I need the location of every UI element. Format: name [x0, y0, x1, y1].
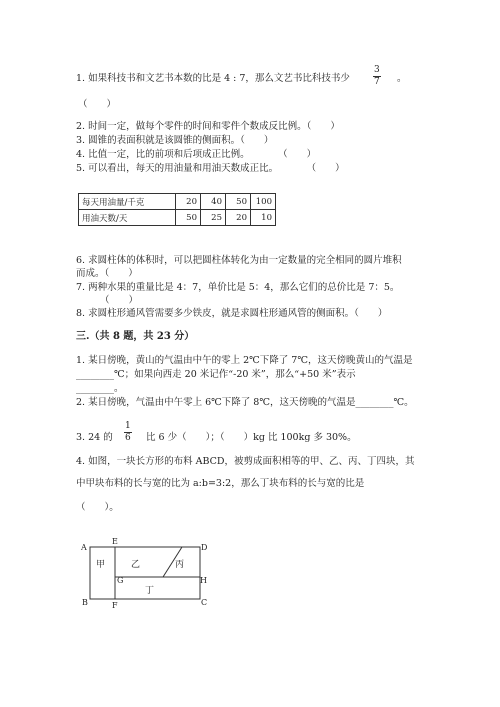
table-row-label: 每天用油量/千克: [79, 194, 176, 210]
fill-4-line-1: 4. 如图，一块长方形的布料 ABCD，被剪成面积相等的甲、乙、丙、丁四块，其: [76, 456, 415, 467]
question-1-text: 1. 如果科技书和文艺书本数的比是 4 : 7，那么文艺书比科技书少: [76, 73, 350, 84]
point-f-label: F: [112, 601, 118, 610]
question-4: 4. 比值一定，比的前项和后项成正比例。 （ ）: [76, 149, 317, 160]
point-h-label: H: [200, 576, 207, 585]
table-cell: 20: [176, 194, 201, 210]
question-2: 2. 时间一定，做每个零件的时间和零件个数成反比例。（ ）: [76, 121, 340, 132]
question-6-line-2: 而成。（ ）: [76, 268, 138, 279]
region-bing-label: 丙: [175, 560, 185, 570]
fill-1-line-1: 1. 某日傍晚，黄山的气温由中午的零上 2℃下降了 7℃，这天傍晚黄山的气温是: [76, 355, 413, 366]
fraction-numerator: 3: [374, 65, 380, 75]
vertex-a-label: A: [81, 543, 87, 552]
table-cell: 40: [201, 194, 226, 210]
fraction-denominator: 7: [374, 77, 380, 87]
vertex-d-label: D: [201, 543, 208, 552]
question-8: 8. 求圆柱形通风管需要多少铁皮，就是求圆柱形通风管的侧面积。（ ）: [76, 308, 388, 319]
section-3-title: 三.（共 8 题，共 23 分）: [76, 331, 195, 342]
vertex-b-label: B: [82, 598, 88, 607]
fill-1-line-3: ________。: [76, 383, 124, 394]
table-cell: 10: [251, 210, 276, 226]
region-ding-label: 丁: [145, 586, 155, 596]
table-cell: 20: [226, 210, 251, 226]
point-g-label: G: [117, 576, 124, 585]
fill-2: 2. 某日傍晚，气温由中午零上 6℃下降了 8℃，这天傍晚的气温是________℃。: [76, 397, 414, 408]
vertex-c-label: C: [201, 598, 208, 607]
question-1-answer-blank[interactable]: （ ）: [78, 99, 117, 110]
table-cell: 50: [226, 194, 251, 210]
question-3: 3. 圆锥的表面积就是该圆锥的侧面积。（ ）: [76, 135, 274, 146]
table-cell: 25: [201, 210, 226, 226]
fill-1-line-2: ________℃；如果向西走 20 米记作“-20 米”，那么“+50 米”表示: [76, 369, 356, 380]
table-row-label: 用油天数/天: [79, 210, 176, 226]
fraction-numerator: 1: [125, 421, 131, 431]
point-e-label: E: [112, 537, 118, 546]
fill-3-suffix: 比 6 少（ ）；（ ）kg 比 100kg 多 30%。: [146, 432, 357, 443]
question-7-answer-blank[interactable]: （ ）: [100, 295, 139, 306]
table-cell: 50: [176, 210, 201, 226]
fill-4-line-2: 中甲块布料的长与宽的比为 a:b=3:2，那么丁块布料的长与宽的比是: [76, 478, 365, 489]
question-5: 5. 可以看出，每天的用油量和用油天数成正比。 （ ）: [76, 163, 345, 174]
fill-3-prefix: 3. 24 的: [76, 432, 113, 443]
table-cell: 100: [251, 194, 276, 210]
region-yi-label: 乙: [131, 560, 141, 570]
fill-4-line-3: （ ）。: [76, 502, 119, 513]
question-7: 7. 两种水果的重量比是 4：7，单价比是 5：4，那么它们的总价比是 7：5。: [76, 282, 400, 293]
region-jia-label: 甲: [96, 560, 106, 570]
fraction-denominator: 6: [125, 433, 131, 443]
question-1-end: 。: [397, 73, 407, 84]
question-6-line-1: 6. 求圆柱体的体积时，可以把圆柱体转化为由一定数量的完全相同的圆片堆积: [76, 255, 402, 266]
